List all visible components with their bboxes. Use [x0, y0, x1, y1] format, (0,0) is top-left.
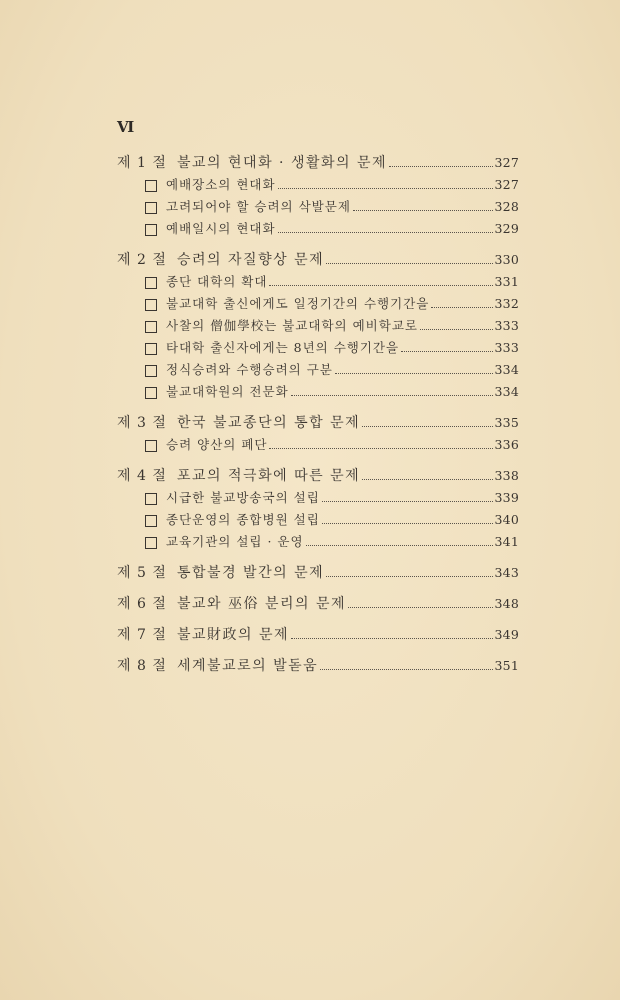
toc-section-row — [117, 434, 519, 456]
checkbox-icon — [145, 493, 157, 505]
toc-title: 예배장소의 현대화 — [166, 177, 276, 192]
dot-leader — [278, 188, 493, 189]
checkbox-icon — [145, 224, 157, 236]
toc-page-number: 331 — [494, 274, 519, 289]
chapter-label: 제 3 절 — [117, 415, 167, 431]
toc-title: 예배일시의 현대화 — [166, 221, 276, 236]
toc-title: 포교의 적극화에 따른 문제 — [177, 468, 361, 484]
toc-title: 종단운영의 종합병원 설립 — [166, 512, 320, 527]
toc-title: 불교와 巫俗 분리의 문제 — [177, 596, 347, 612]
toc-section-row — [117, 359, 519, 381]
toc-page-number: 341 — [494, 534, 519, 549]
toc-section-row — [117, 487, 519, 509]
checkbox-icon — [145, 365, 157, 377]
toc-chapter-row — [117, 412, 519, 434]
toc-page-number: 328 — [494, 199, 519, 214]
toc-title: 승려 양산의 폐단 — [166, 437, 268, 452]
toc-page-number: 333 — [494, 318, 519, 333]
dot-leader — [348, 607, 492, 608]
toc-page-number: 332 — [494, 296, 519, 311]
page-number: Ⅵ — [117, 118, 135, 136]
checkbox-icon — [145, 277, 157, 289]
dot-leader — [269, 448, 492, 449]
toc-chapter-row — [117, 593, 519, 615]
dot-leader — [362, 426, 492, 427]
checkbox-icon — [145, 537, 157, 549]
dot-leader — [362, 479, 492, 480]
table-of-contents — [117, 152, 519, 677]
toc-page-number: 336 — [494, 437, 519, 452]
toc-page-number: 340 — [494, 512, 519, 527]
toc-section-row — [117, 293, 519, 315]
dot-leader — [322, 523, 493, 524]
dot-leader — [320, 669, 492, 670]
toc-page-number: 327 — [494, 155, 519, 170]
chapter-label: 제 2 절 — [117, 252, 167, 268]
dot-leader — [326, 576, 492, 577]
dot-leader — [431, 307, 492, 308]
dot-leader — [306, 545, 493, 546]
checkbox-icon — [145, 343, 157, 355]
toc-title: 불교대학원의 전문화 — [166, 384, 289, 399]
toc-page-number: 334 — [494, 384, 519, 399]
toc-section-row — [117, 509, 519, 531]
toc-chapter-row — [117, 624, 519, 646]
toc-chapter-row — [117, 465, 519, 487]
toc-title: 불교의 현대화 · 생활화의 문제 — [177, 155, 388, 171]
toc-page-number: 334 — [494, 362, 519, 377]
checkbox-icon — [145, 387, 157, 399]
toc-title: 교육기관의 설립 · 운영 — [166, 534, 304, 549]
toc-page-number: 343 — [494, 565, 519, 580]
toc-page-number: 330 — [494, 252, 519, 267]
chapter-label: 제 6 절 — [117, 596, 167, 612]
chapter-label: 제 7 절 — [117, 627, 167, 643]
dot-leader — [401, 351, 492, 352]
toc-page-number: 348 — [494, 596, 519, 611]
toc-title: 한국 불교종단의 통합 문제 — [177, 415, 361, 431]
toc-page-number: 329 — [494, 221, 519, 236]
toc-section-row — [117, 174, 519, 196]
toc-section-row — [117, 315, 519, 337]
toc-section-row — [117, 196, 519, 218]
dot-leader — [420, 329, 493, 330]
checkbox-icon — [145, 321, 157, 333]
toc-title: 타대학 출신자에게는 8년의 수행기간을 — [166, 340, 400, 355]
toc-section-row — [117, 271, 519, 293]
dot-leader — [278, 232, 493, 233]
checkbox-icon — [145, 440, 157, 452]
toc-section-row — [117, 337, 519, 359]
toc-title: 시급한 불교방송국의 설립 — [166, 490, 320, 505]
toc-title: 사찰의 僧伽學校는 불교대학의 예비학교로 — [166, 318, 418, 333]
toc-section-row — [117, 531, 519, 553]
checkbox-icon — [145, 202, 157, 214]
toc-page-number: 338 — [494, 468, 519, 483]
toc-page-number: 333 — [494, 340, 519, 355]
checkbox-icon — [145, 515, 157, 527]
checkbox-icon — [145, 299, 157, 311]
toc-title: 세계불교로의 발돋움 — [177, 658, 319, 674]
dot-leader — [326, 263, 492, 264]
toc-section-row — [117, 218, 519, 240]
toc-title: 통합불경 발간의 문제 — [177, 565, 325, 581]
chapter-label: 제 4 절 — [117, 468, 167, 484]
toc-chapter-row — [117, 655, 519, 677]
dot-leader — [353, 210, 493, 211]
dot-leader — [389, 166, 492, 167]
toc-page-number: 339 — [494, 490, 519, 505]
dot-leader — [291, 638, 492, 639]
chapter-label: 제 5 절 — [117, 565, 167, 581]
dot-leader — [335, 373, 493, 374]
toc-page-number: 351 — [494, 658, 519, 673]
toc-chapter-row — [117, 562, 519, 584]
toc-chapter-row — [117, 249, 519, 271]
dot-leader — [269, 285, 492, 286]
toc-chapter-row — [117, 152, 519, 174]
toc-title: 종단 대학의 확대 — [166, 274, 268, 289]
toc-page-number: 327 — [494, 177, 519, 192]
toc-page-number: 335 — [494, 415, 519, 430]
toc-title: 불교財政의 문제 — [177, 627, 290, 643]
toc-title: 불교대학 출신에게도 일정기간의 수행기간을 — [166, 296, 430, 311]
toc-title: 고려되어야 할 승려의 삭발문제 — [166, 199, 351, 214]
toc-title: 승려의 자질향상 문제 — [177, 252, 325, 268]
dot-leader — [291, 395, 493, 396]
chapter-label: 제 8 절 — [117, 658, 167, 674]
dot-leader — [322, 501, 493, 502]
toc-section-row — [117, 381, 519, 403]
chapter-label: 제 1 절 — [117, 155, 167, 171]
toc-title: 정식승려와 수행승려의 구분 — [166, 362, 333, 377]
toc-page-number: 349 — [494, 627, 519, 642]
checkbox-icon — [145, 180, 157, 192]
